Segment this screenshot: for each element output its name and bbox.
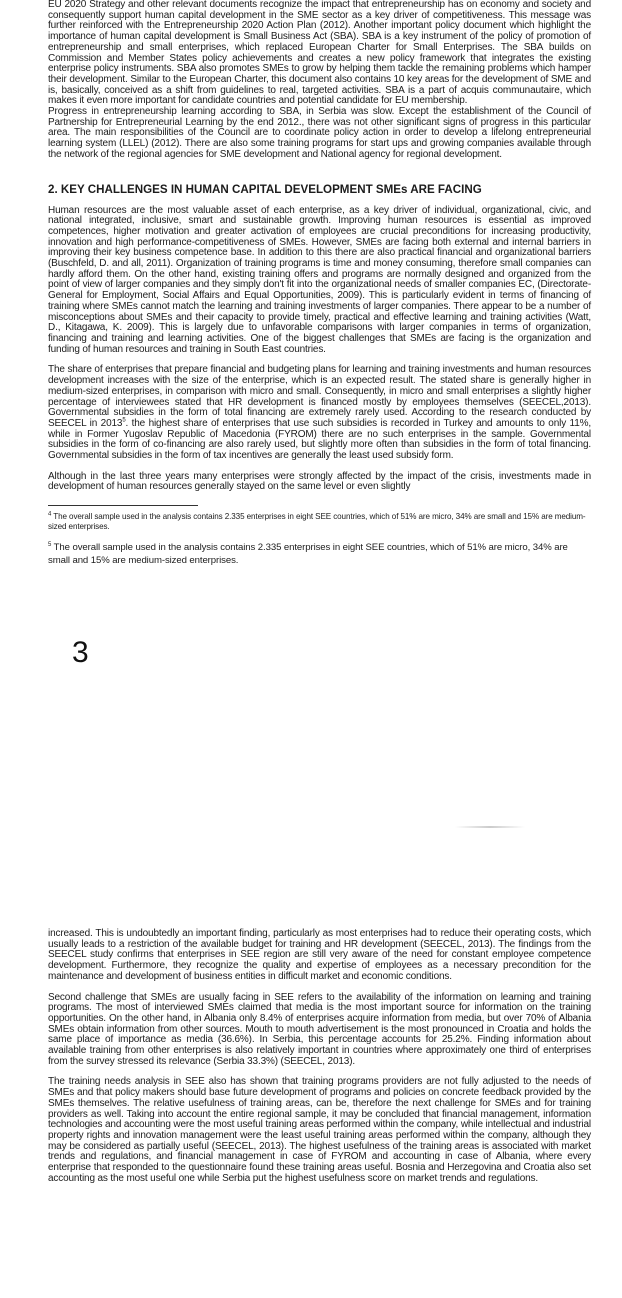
section-heading: 2. KEY CHALLENGES IN HUMAN CAPITAL DEVELOPMENT SMEs ARE FACING bbox=[48, 182, 482, 196]
paragraph-although: Although in the last three years many enterprises were strongly affected by the impact of the crisis, investments made in development of human resources generally stayed on the same level or even slightly bbox=[48, 470, 591, 493]
scan-smudge bbox=[455, 826, 525, 828]
footnote-reference[interactable]: 5 bbox=[122, 417, 126, 424]
footnote-5 bbox=[48, 542, 591, 567]
page-one bbox=[48, 0, 591, 567]
paragraph-share-of-enterprises: The share of enterprises that prepare financial and budgeting plans for learning and training investments and human resources development increases with the size of the enterprise, which is an expected result. The stated share is generally higher in medium-sized enterprises, in comparison with micro and small. Consequently, in micro and small enterprises a slightly higher percentage of interviewees stated that HR development is financed mostly by employees themselves (SEECEL,2013). Governmental subsidies in the form of total financing are extremely rarely used. According to the research conducted by SEECEL in 2013$^5$. the highest share of enterprises that use such subsidies is recorded in Turkey and amounts to only 11%, while in Former Yugoslav Republic of Macedonia (FYROM) there are no such enterprises in the sample. Governmental subsidies in the form of co-financing are also rarely used, but slightly more often than subsidies in the form of total financing. Governmental subsidies in the form of tax incentives are generally the least used subsidy form. bbox=[48, 364, 591, 462]
footnote-4-text: The overall sample used in the analysis contains 2.335 enterprises in eight SEE countries, which of 51% are micro, 34% are small and 15% are medium-sized enterprises. bbox=[48, 512, 586, 532]
paragraph-share-continued: the highest share of enterprises that use such subsidies is recorded in Turkey and amounts to only 11%, while in Former Yugoslav Republic of Macedonia (FYROM) there are no such enterprises in the sample. Governmental subsidies in the form of co-financing are also rarely used, but slightly more often than subsidies in the form of total financing. Governmental subsidies in the form of tax incentives are generally the least used subsidy form. bbox=[48, 417, 591, 462]
footnote-4 bbox=[48, 512, 591, 532]
paragraph-share-text: The share of enterprises that prepare financial and budgeting plans for learning and training investments and human resources development increases with the size of the enterprise, which is an expected result. The stated share is generally higher in medium-sized enterprises, in comparison with micro and small. Consequently, in micro and small enterprises a slightly higher percentage of interviewees stated that HR development is financed mostly by employees themselves (SEECEL,2013). Governmental subsidies in the form of total financing are extremely rarely used. According to the research conducted by SEECEL in 2013 bbox=[48, 364, 591, 429]
paragraph-increased: increased. This is undoubtedly an important finding, particularly as most enterprises had to reduce their operating costs, which usually leads to a restriction of the available budget for training and HR development (SEECEL, 2013). The findings from the SEECEL study confirms that enterprises in SEE region are still very aware of the need for constant employee competence development. Furthermore, they recognize the quality and expertise of employees as a necessary precondition for the maintenance and development of business entities in difficult market and economic conditions. bbox=[48, 928, 591, 982]
footnote-5-text: The overall sample used in the analysis contains 2.335 enterprises in eight SEE countries, which of 51% are micro, 34% are small and 15% are medium-sized enterprises. bbox=[48, 542, 568, 566]
paragraph-eu-2020: EU 2020 Strategy and other relevant documents recognize the impact that entrepreneurship has on economy and society and consequently support human capital development in the SME sector as a key driver of competitiveness. This message was further reinforced with the Entrepreneurship 2020 Action Plan (2012). Another important policy document which highlight the importance of human capital development is Small Business Act (SBA). SBA is a key instrument of the policy of promotion of entrepreneurship and small enterprises, which replaced European Charter for Small Enterprises. The SBA builds on Commission and Member States policy achievements and creates a new policy framework that integrates the existing enterprise policy instruments. SBA also promotes SMEs to grow by helping them tackle the remaining problems which hamper their development. Similar to the European Charter, this document also contains 10 key areas for the development of SME and is, basically, conceived as a shift from guidelines to real, targeted activities. SBA is a part of acquis communautaire, which makes it even more important for candidate countries and potential candidate for EU membership. bbox=[48, 0, 591, 107]
paragraph-progress-serbia: Progress in entrepreneurship learning according to SBA, in Serbia was slow. Except the establishment of the Council of Partnership for Entrepreneurial Learning by the end 2012., there was not other significant signs of progress in this particular area. The main responsibilities of the Council are to coordinate policy action in order to develop a lifelong entrepreneurial learning system (LLEL) (2012). There are also some training programs for start ups and growing companies available through the network of the regional agencies for SME development and National agency for regional development. bbox=[48, 106, 591, 160]
page-two bbox=[48, 929, 591, 1184]
footnote-divider bbox=[48, 505, 198, 506]
paragraph-second-challenge: Second challenge that SMEs are usually facing in SEE refers to the availability of the information on learning and training programs. The most of interviewed SMEs claimed that media is the most important source for information on the training opportunities. On the other hand, in Albania only 8.4% of enterprises acquire information from media, but over 70% of Albania SMEs obtain information from other sources. Mouth to mouth advertisement is the most pronounced in Croatia and holds the same place of importance as media (36.6%). In Serbia, this percentage accounts for 25.2%. Finding information about available training from other enterprises is also relatively important in countries where approximately one third of enterprises from the survey stressed its relevance (Serbia 33.3%) (SEECEL, 2013). bbox=[48, 991, 591, 1067]
footnote-4-marker: 4 bbox=[48, 511, 52, 518]
page-number: 3 bbox=[72, 636, 89, 669]
footnote-5-marker: 5 bbox=[48, 541, 52, 548]
paragraph-training-needs: The training needs analysis in SEE also has shown that training programs providers are not fully adjusted to the needs of SMEs and that policy makers should base future development of programs and policies on concrete feedback provided by the SMEs themselves. The relative usefulness of training areas, can be, therefore the next challenge for SMEs and for training providers as well. Taking into account the entire regional sample, it may be concluded that financial management, information technologies and accounting were the most useful training areas performed within the company, while intellectual and industrial property rights and innovation management were the least useful training areas performed within the company, although they may be considered as partially useful (SEECEL, 2013). The highest usefulness of the training areas is associated with market trends and regulations, and financial management in case of FYROM and accounting in case of Albania, where every enterprise that responded to the questionnaire found these training areas useful. Bosnia and Herzegovina and Croatia also set accounting as the most useful one while Serbia put the highest usefulness score on market trends and regulations. bbox=[48, 1076, 591, 1184]
paragraph-human-resources: Human resources are the most valuable asset of each enterprise, as a key driver of individual, organizational, civic, and national integrated, inclusive, smart and sustainable growth. Improving human resources is essential as improved competences, higher motivation and greater activation of employees are crucial preconditions for increasing productivity, innovation and high performance-competitiveness of SMEs. However, SMEs are facing both external and internal barriers in improving their key business competence base. In addition to this there are also practical financial and organizational barriers (Buschfeld, D. and all, 2011). Organization of training programs is time and money consuming, therefore small companies can hardly afford them. On the other hand, existing training offers and programs are normally designed and organized from the point of view of larger companies and they simply don't fit into the organizational needs of smaller companies EC, (Directorate-General for Employment, Social Affairs and Equal Opportunities, 2009). This is particularly evident in terms of financing of training where SMEs cannot match the learning and training investments of larger companies. There appear to be a number of misconceptions about SMEs and their capacity to provide timely, practical and effective learning and training activities (Watt, D., Kitagawa, K. 2009). This is largely due to unfavorable comparisons with larger companies in terms of organization, financing and training and learning activities. One of the biggest challenges that SMEs are facing is the organization and funding of human resources and training in South East countries. bbox=[48, 204, 591, 355]
